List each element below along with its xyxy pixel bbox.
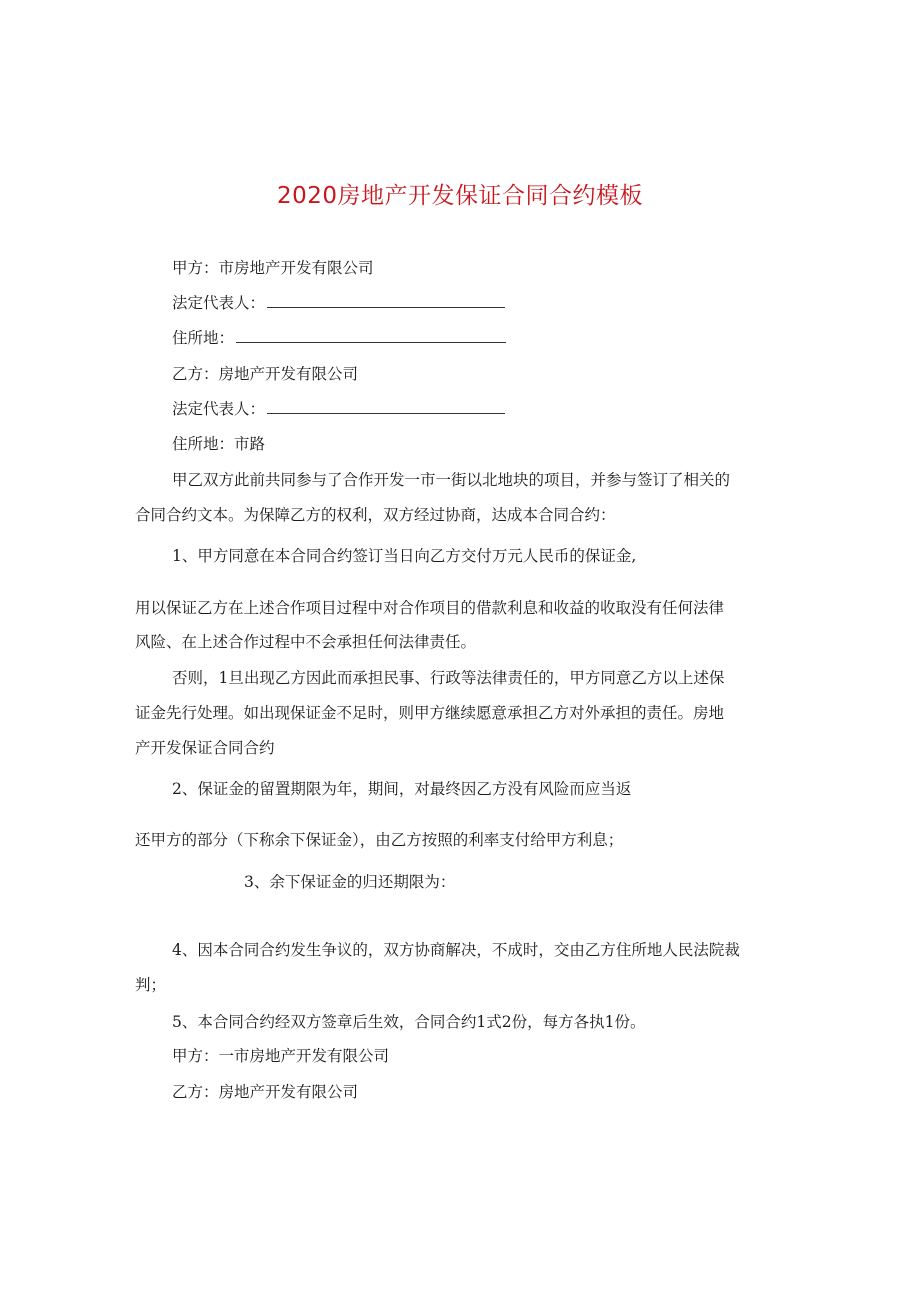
- party-a-addr-line: [172, 328, 506, 348]
- party-b-rep-line: [172, 399, 505, 419]
- intro-line-1: 甲乙双方此前共同参与了合作开发一市一街以北地块的项目，并参与签订了相关的: [172, 471, 731, 489]
- party-b-rep-blank: [267, 399, 505, 414]
- clause-1b-line-3: 产开发保证合同合约: [135, 739, 275, 757]
- document-title: 2020房地产开发保证合同合约模板: [276, 183, 644, 209]
- party-a-name: 市房地产开发有限公司: [218, 259, 374, 277]
- party-a-line: [172, 258, 374, 278]
- party-a-addr-blank: [236, 328, 506, 343]
- signature-party-a: 甲方：一市房地产开发有限公司: [172, 1047, 390, 1065]
- intro-line-2: 合同合约文本。为保障乙方的权利，双方经过协商，达成本合同合约：: [135, 506, 616, 524]
- clause-5-line-1: 5、本合同合约经双方签章后生效，合同合约1式2份，每方各执1份。: [172, 1013, 646, 1031]
- signature-party-b: 乙方：房地产开发有限公司: [172, 1083, 359, 1101]
- party-b-addr-value: 市路: [234, 435, 266, 453]
- party-b-label: 乙方：: [172, 365, 219, 383]
- clause-1-line-3: 风险、在上述合作过程中不会承担任何法律责任。: [135, 633, 477, 651]
- party-b-addr-label: 住所地：: [172, 435, 235, 453]
- party-a-rep-line: [172, 293, 505, 313]
- clause-2-line-1: 2、保证金的留置期限为年，期间，对最终因乙方没有风险而应当返: [172, 780, 632, 798]
- clause-2-line-2: 还甲方的部分（下称余下保证金），由乙方按照的利率支付给甲方利息；: [135, 831, 624, 849]
- clause-4-line-2: 判；: [135, 976, 167, 994]
- party-a-rep-blank: [267, 293, 505, 308]
- clause-1b-line-1: 否则，1旦出现乙方因此而承担民事、行政等法律责任的，甲方同意乙方以上述保: [172, 669, 725, 687]
- clause-1-line-2: 用以保证乙方在上述合作项目过程中对合作项目的借款利息和收益的收取没有任何法律: [135, 599, 725, 617]
- party-b-rep-label: 法定代表人：: [172, 400, 266, 418]
- party-b-addr-line: [172, 434, 265, 454]
- party-a-label: 甲方：: [172, 259, 219, 277]
- party-a-addr-label: 住所地：: [172, 329, 235, 347]
- clause-1-line-1: 1、甲方同意在本合同合约签订当日向乙方交付万元人民币的保证金,: [172, 547, 637, 565]
- party-b-name: 房地产开发有限公司: [218, 365, 359, 383]
- party-b-line: [172, 364, 358, 384]
- clause-4-line-1: 4、因本合同合约发生争议的，双方协商解决，不成时，交由乙方住所地人民法院裁: [172, 941, 740, 959]
- clause-1b-line-2: 证金先行处理。如出现保证金不足时，则甲方继续愿意承担乙方对外承担的责任。房地: [135, 704, 725, 722]
- clause-3-line-1: 3、余下保证金的归还期限为：: [244, 873, 456, 891]
- party-a-rep-label: 法定代表人：: [172, 294, 266, 312]
